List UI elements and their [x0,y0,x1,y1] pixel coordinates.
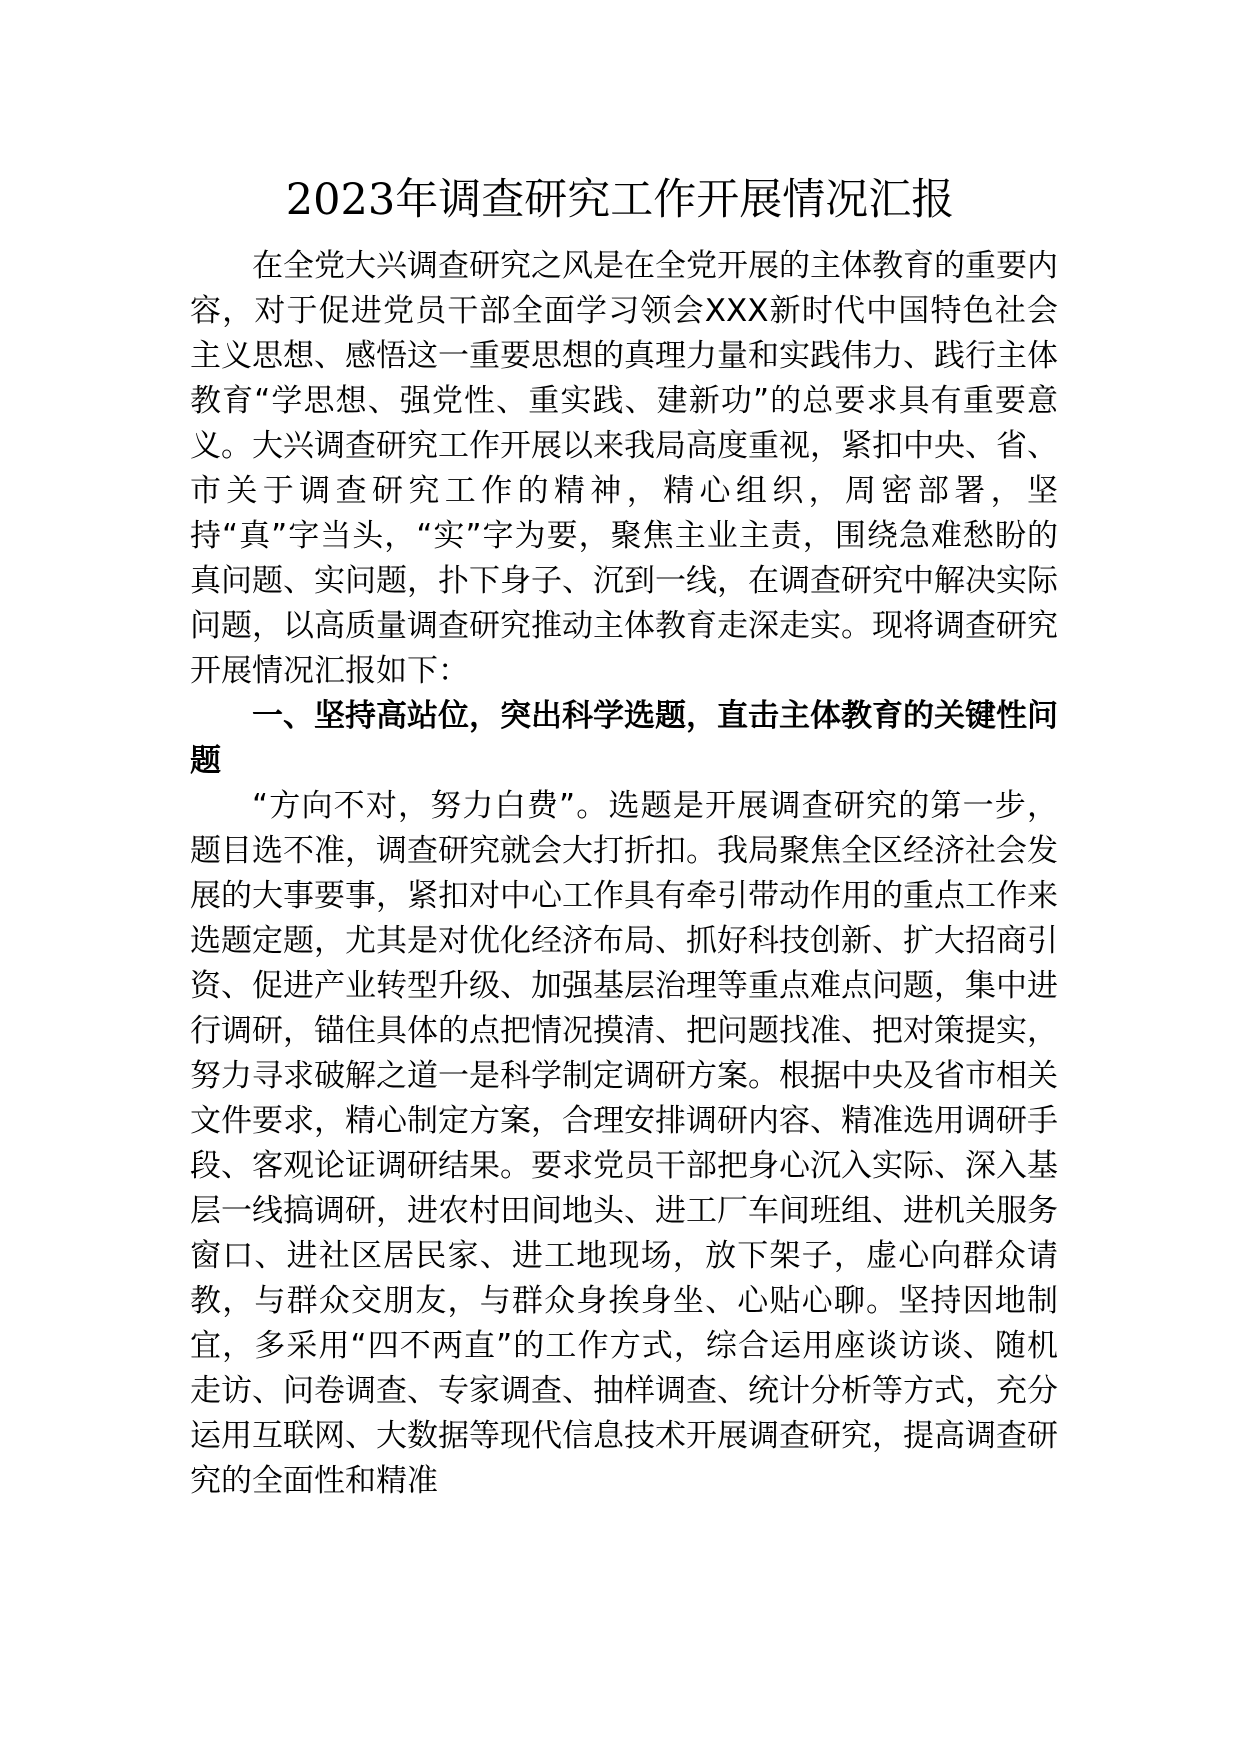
intro-paragraph: 在全党大兴调查研究之风是在全党开展的主体教育的重要内容，对于促进党员干部全面学习领会XXX新时代中国特色社会主义思想、感悟这一重要思想的真理力量和实践伟力、践行主体教育“学思想、强党性、重实践、建新功”的总要求具有重要意义。大兴调查研究工作开展以来我局高度重视，紧扣中央、省、市关于调查研究工作的精神，精心组织，周密部署，坚持“真”字当头，“实”字为要，聚焦主业主责，围绕急难愁盼的真问题、实问题，扑下身子、沉到一线，在调查研究中解决实际问题，以高质量调查研究推动主体教育走深走实。现将调查研究开展情况汇报如下： [190,248,1058,689]
document-body [190,244,1058,1504]
section-heading-1: 一、坚持高站位，突出科学选题，直击主体教育的关键性问题 [190,698,1058,779]
document-title: 2023年调查研究工作开展情况汇报 [285,175,955,225]
section-1-paragraph: “方向不对，努力白费”。选题是开展调查研究的第一步，题目选不准，调查研究就会大打折扣。我局聚焦全区经济社会发展的大事要事，紧扣对中心工作具有牵引带动作用的重点工作来选题定题，尤其是对优化经济布局、抓好科技创新、扩大招商引资、促进产业转型升级、加强基层治理等重点难点问题，集中进行调研，锚住具体的点把情况摸清、把问题找准、把对策提实，努力寻求破解之道一是科学制定调研方案。根据中央及省市相关文件要求，精心制定方案，合理安排调研内容、精准选用调研手段、客观论证调研结果。要求党员干部把身心沉入实际、深入基层一线搞调研，进农村田间地头、进工厂车间班组、进机关服务窗口、进社区居民家、进工地现场，放下架子，虚心向群众请教，与群众交朋友，与群众身挨身坐、心贴心聊。坚持因地制宜，多采用“四不两直”的工作方式，综合运用座谈访谈、随机走访、问卷调查、专家调查、抽样调查、统计分析等方式，充分运用互联网、大数据等现代信息技术开展调查研究，提高调查研究的全面性和精准 [190,788,1058,1499]
